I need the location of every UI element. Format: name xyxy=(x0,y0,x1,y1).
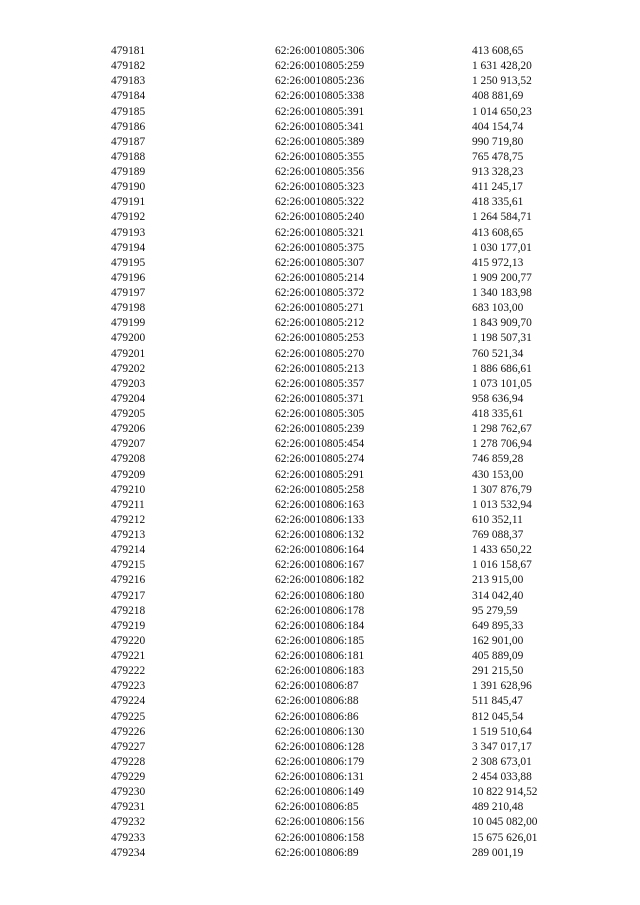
record-number: 479218 xyxy=(111,604,146,617)
record-number: 479183 xyxy=(111,75,146,88)
record-number: 479211 xyxy=(111,498,145,511)
cadastral-value: 765 478,75 xyxy=(472,150,524,163)
record-number: 479192 xyxy=(111,211,146,224)
record-number: 479233 xyxy=(111,831,146,844)
table-row xyxy=(0,800,640,815)
record-number: 479220 xyxy=(111,634,146,647)
record-number: 479216 xyxy=(111,574,146,587)
cadastral-value: 430 153,00 xyxy=(472,468,524,481)
cadastral-value: 418 335,61 xyxy=(472,408,524,420)
cadastral-number: 62:26:0010806:89 xyxy=(275,846,359,859)
cadastral-value: 746 859,28 xyxy=(472,453,524,466)
cadastral-value: 769 088,37 xyxy=(472,529,524,541)
cadastral-number: 62:26:0010805:259 xyxy=(275,60,365,73)
record-number: 479226 xyxy=(111,725,146,738)
cadastral-value: 1 250 913,52 xyxy=(472,75,532,88)
cadastral-value: 760 521,34 xyxy=(472,347,524,360)
cadastral-value: 2 454 033,88 xyxy=(472,771,532,783)
cadastral-number: 62:26:0010805:213 xyxy=(275,362,365,375)
cadastral-number: 62:26:0010805:271 xyxy=(275,302,365,315)
records-table xyxy=(0,44,640,861)
record-number: 479221 xyxy=(111,650,146,662)
cadastral-value: 990 719,80 xyxy=(472,135,524,148)
cadastral-number: 62:26:0010805:239 xyxy=(275,423,365,436)
table-row xyxy=(0,105,640,120)
table-row xyxy=(0,513,640,528)
table-row xyxy=(0,316,640,331)
cadastral-number: 62:26:0010806:182 xyxy=(275,574,365,587)
table-row xyxy=(0,89,640,104)
record-number: 479228 xyxy=(111,755,146,768)
cadastral-value: 1 073 101,05 xyxy=(472,377,532,390)
cadastral-value: 10 822 914,52 xyxy=(472,786,538,799)
record-number: 479201 xyxy=(111,347,146,360)
cadastral-number: 62:26:0010806:131 xyxy=(275,771,365,783)
table-row xyxy=(0,679,640,694)
cadastral-number: 62:26:0010805:371 xyxy=(275,392,365,405)
cadastral-value: 1 433 650,22 xyxy=(472,544,532,557)
cadastral-value: 408 881,69 xyxy=(472,90,524,103)
record-number: 479217 xyxy=(111,589,146,602)
cadastral-number: 62:26:0010805:391 xyxy=(275,105,365,118)
table-row xyxy=(0,256,640,271)
table-row xyxy=(0,362,640,377)
record-number: 479208 xyxy=(111,453,146,466)
cadastral-number: 62:26:0010806:185 xyxy=(275,634,365,647)
cadastral-value: 213 915,00 xyxy=(472,574,524,587)
record-number: 479227 xyxy=(111,740,146,753)
cadastral-number: 62:26:0010805:258 xyxy=(275,483,365,496)
cadastral-number: 62:26:0010805:356 xyxy=(275,166,365,178)
table-row xyxy=(0,649,640,664)
table-row xyxy=(0,74,640,89)
cadastral-value: 610 352,11 xyxy=(472,513,523,526)
table-row xyxy=(0,452,640,467)
table-row xyxy=(0,377,640,392)
cadastral-number: 62:26:0010806:133 xyxy=(275,513,365,526)
record-number: 479204 xyxy=(111,392,146,405)
table-row xyxy=(0,634,640,649)
record-number: 479191 xyxy=(111,196,146,209)
record-number: 479193 xyxy=(111,226,146,239)
table-row xyxy=(0,573,640,588)
table-row xyxy=(0,483,640,498)
table-row xyxy=(0,180,640,195)
record-number: 479225 xyxy=(111,710,146,723)
table-row xyxy=(0,210,640,225)
record-number: 479234 xyxy=(111,846,146,859)
cadastral-number: 62:26:0010806:85 xyxy=(275,801,359,814)
record-number: 479199 xyxy=(111,317,146,330)
record-number: 479197 xyxy=(111,287,146,299)
record-number: 479222 xyxy=(111,665,146,678)
record-number: 479229 xyxy=(111,771,146,783)
cadastral-number: 62:26:0010805:214 xyxy=(275,271,365,284)
cadastral-number: 62:26:0010806:180 xyxy=(275,589,365,602)
table-row xyxy=(0,347,640,362)
cadastral-value: 1 340 183,98 xyxy=(472,287,532,299)
table-row xyxy=(0,664,640,679)
record-number: 479206 xyxy=(111,423,146,436)
cadastral-number: 62:26:0010805:357 xyxy=(275,377,365,390)
table-row xyxy=(0,120,640,135)
record-number: 479196 xyxy=(111,271,146,284)
cadastral-value: 913 328,23 xyxy=(472,166,524,178)
cadastral-number: 62:26:0010805:321 xyxy=(275,226,365,239)
record-number: 479202 xyxy=(111,362,146,375)
cadastral-number: 62:26:0010805:338 xyxy=(275,90,365,103)
cadastral-number: 62:26:0010805:341 xyxy=(275,120,365,133)
cadastral-number: 62:26:0010806:130 xyxy=(275,725,365,738)
table-row xyxy=(0,785,640,800)
record-number: 479203 xyxy=(111,377,146,390)
table-row xyxy=(0,815,640,830)
record-number: 479181 xyxy=(111,45,146,57)
cadastral-value: 1 886 686,61 xyxy=(472,362,532,375)
cadastral-value: 413 608,65 xyxy=(472,226,524,239)
cadastral-value: 404 154,74 xyxy=(472,120,524,133)
table-row xyxy=(0,558,640,573)
record-number: 479200 xyxy=(111,332,146,345)
table-row xyxy=(0,165,640,180)
cadastral-value: 1 030 177,01 xyxy=(472,241,532,254)
record-number: 479198 xyxy=(111,302,146,315)
table-row xyxy=(0,195,640,210)
table-row xyxy=(0,44,640,59)
cadastral-number: 62:26:0010806:164 xyxy=(275,544,365,557)
cadastral-number: 62:26:0010805:270 xyxy=(275,347,365,360)
cadastral-number: 62:26:0010806:183 xyxy=(275,665,365,678)
cadastral-value: 289 001,19 xyxy=(472,846,524,859)
table-row xyxy=(0,498,640,513)
record-number: 479212 xyxy=(111,513,146,526)
cadastral-value: 418 335,61 xyxy=(472,196,524,209)
cadastral-value: 1 519 510,64 xyxy=(472,725,532,738)
record-number: 479219 xyxy=(111,619,146,632)
cadastral-number: 62:26:0010806:158 xyxy=(275,831,365,844)
record-number: 479195 xyxy=(111,256,146,269)
table-row xyxy=(0,241,640,256)
cadastral-number: 62:26:0010805:306 xyxy=(275,45,365,57)
cadastral-number: 62:26:0010805:375 xyxy=(275,241,365,254)
cadastral-number: 62:26:0010805:236 xyxy=(275,75,365,88)
cadastral-value: 1 016 158,67 xyxy=(472,559,532,572)
cadastral-value: 1 843 909,70 xyxy=(472,317,532,330)
record-number: 479210 xyxy=(111,483,146,496)
cadastral-value: 1 014 650,23 xyxy=(472,105,532,118)
cadastral-value: 1 909 200,77 xyxy=(472,271,532,284)
cadastral-number: 62:26:0010805:212 xyxy=(275,317,365,330)
cadastral-value: 1 198 507,31 xyxy=(472,332,532,345)
table-row xyxy=(0,286,640,301)
record-number: 479223 xyxy=(111,680,146,693)
cadastral-number: 62:26:0010806:181 xyxy=(275,650,365,662)
table-row xyxy=(0,710,640,725)
cadastral-value: 1 278 706,94 xyxy=(472,438,532,451)
cadastral-value: 1 298 762,67 xyxy=(472,423,532,436)
cadastral-number: 62:26:0010805:253 xyxy=(275,332,365,345)
cadastral-number: 62:26:0010805:322 xyxy=(275,196,365,209)
table-row xyxy=(0,407,640,422)
cadastral-value: 162 901,00 xyxy=(472,634,524,647)
record-number: 479182 xyxy=(111,60,146,73)
cadastral-number: 62:26:0010805:355 xyxy=(275,150,365,163)
table-row xyxy=(0,271,640,286)
table-row xyxy=(0,604,640,619)
cadastral-value: 413 608,65 xyxy=(472,45,524,57)
cadastral-number: 62:26:0010805:291 xyxy=(275,468,365,481)
cadastral-value: 683 103,00 xyxy=(472,302,524,315)
cadastral-value: 649 895,33 xyxy=(472,619,524,632)
record-number: 479209 xyxy=(111,468,146,481)
table-row xyxy=(0,528,640,543)
cadastral-value: 291 215,50 xyxy=(472,665,524,678)
cadastral-number: 62:26:0010806:128 xyxy=(275,740,365,753)
record-number: 479186 xyxy=(111,120,146,133)
record-number: 479184 xyxy=(111,90,146,103)
cadastral-number: 62:26:0010805:307 xyxy=(275,256,365,269)
record-number: 479190 xyxy=(111,181,146,194)
table-row xyxy=(0,301,640,316)
table-row xyxy=(0,755,640,770)
cadastral-value: 15 675 626,01 xyxy=(472,831,538,844)
record-number: 479188 xyxy=(111,150,146,163)
table-row xyxy=(0,226,640,241)
cadastral-number: 62:26:0010805:454 xyxy=(275,438,365,451)
table-row xyxy=(0,831,640,846)
table-row xyxy=(0,150,640,165)
record-number: 479232 xyxy=(111,816,146,829)
cadastral-value: 489 210,48 xyxy=(472,801,524,814)
record-number: 479213 xyxy=(111,529,146,541)
cadastral-value: 1 391 628,96 xyxy=(472,680,532,693)
table-row xyxy=(0,331,640,346)
table-row xyxy=(0,135,640,150)
table-row xyxy=(0,543,640,558)
table-row xyxy=(0,437,640,452)
cadastral-value: 3 347 017,17 xyxy=(472,740,532,753)
cadastral-number: 62:26:0010806:88 xyxy=(275,695,359,708)
cadastral-number: 62:26:0010805:274 xyxy=(275,453,365,466)
record-number: 479224 xyxy=(111,695,146,708)
cadastral-number: 62:26:0010805:305 xyxy=(275,408,365,420)
cadastral-value: 511 845,47 xyxy=(472,695,523,708)
table-row xyxy=(0,694,640,709)
cadastral-value: 405 889,09 xyxy=(472,650,524,662)
cadastral-value: 95 279,59 xyxy=(472,604,518,617)
cadastral-value: 812 045,54 xyxy=(472,710,524,723)
cadastral-value: 10 045 082,00 xyxy=(472,816,538,829)
record-number: 479187 xyxy=(111,135,146,148)
table-row xyxy=(0,59,640,74)
cadastral-number: 62:26:0010806:184 xyxy=(275,619,365,632)
cadastral-number: 62:26:0010805:389 xyxy=(275,135,365,148)
record-number: 479214 xyxy=(111,544,146,557)
record-number: 479194 xyxy=(111,241,146,254)
table-row xyxy=(0,589,640,604)
record-number: 479231 xyxy=(111,801,146,814)
record-number: 479205 xyxy=(111,408,146,420)
cadastral-number: 62:26:0010806:132 xyxy=(275,529,365,541)
cadastral-value: 958 636,94 xyxy=(472,392,524,405)
cadastral-value: 1 307 876,79 xyxy=(472,483,532,496)
cadastral-value: 1 013 532,94 xyxy=(472,498,532,511)
cadastral-number: 62:26:0010805:372 xyxy=(275,287,365,299)
record-number: 479230 xyxy=(111,786,146,799)
cadastral-value: 415 972,13 xyxy=(472,256,524,269)
table-row xyxy=(0,468,640,483)
cadastral-value: 1 264 584,71 xyxy=(472,211,532,224)
cadastral-value: 314 042,40 xyxy=(472,589,524,602)
cadastral-value: 1 631 428,20 xyxy=(472,60,532,73)
cadastral-value: 2 308 673,01 xyxy=(472,755,532,768)
cadastral-number: 62:26:0010805:323 xyxy=(275,181,365,194)
cadastral-number: 62:26:0010806:156 xyxy=(275,816,365,829)
table-row xyxy=(0,770,640,785)
cadastral-number: 62:26:0010806:149 xyxy=(275,786,365,799)
cadastral-value: 411 245,17 xyxy=(472,181,523,194)
record-number: 479185 xyxy=(111,105,146,118)
cadastral-number: 62:26:0010806:179 xyxy=(275,755,365,768)
cadastral-number: 62:26:0010806:163 xyxy=(275,498,365,511)
table-row xyxy=(0,392,640,407)
table-row xyxy=(0,725,640,740)
table-row xyxy=(0,422,640,437)
cadastral-number: 62:26:0010805:240 xyxy=(275,211,365,224)
record-number: 479215 xyxy=(111,559,146,572)
cadastral-number: 62:26:0010806:86 xyxy=(275,710,359,723)
record-number: 479207 xyxy=(111,438,146,451)
cadastral-number: 62:26:0010806:87 xyxy=(275,680,359,693)
table-row xyxy=(0,619,640,634)
table-row xyxy=(0,740,640,755)
table-row xyxy=(0,846,640,861)
cadastral-number: 62:26:0010806:178 xyxy=(275,604,365,617)
record-number: 479189 xyxy=(111,166,146,178)
cadastral-number: 62:26:0010806:167 xyxy=(275,559,365,572)
